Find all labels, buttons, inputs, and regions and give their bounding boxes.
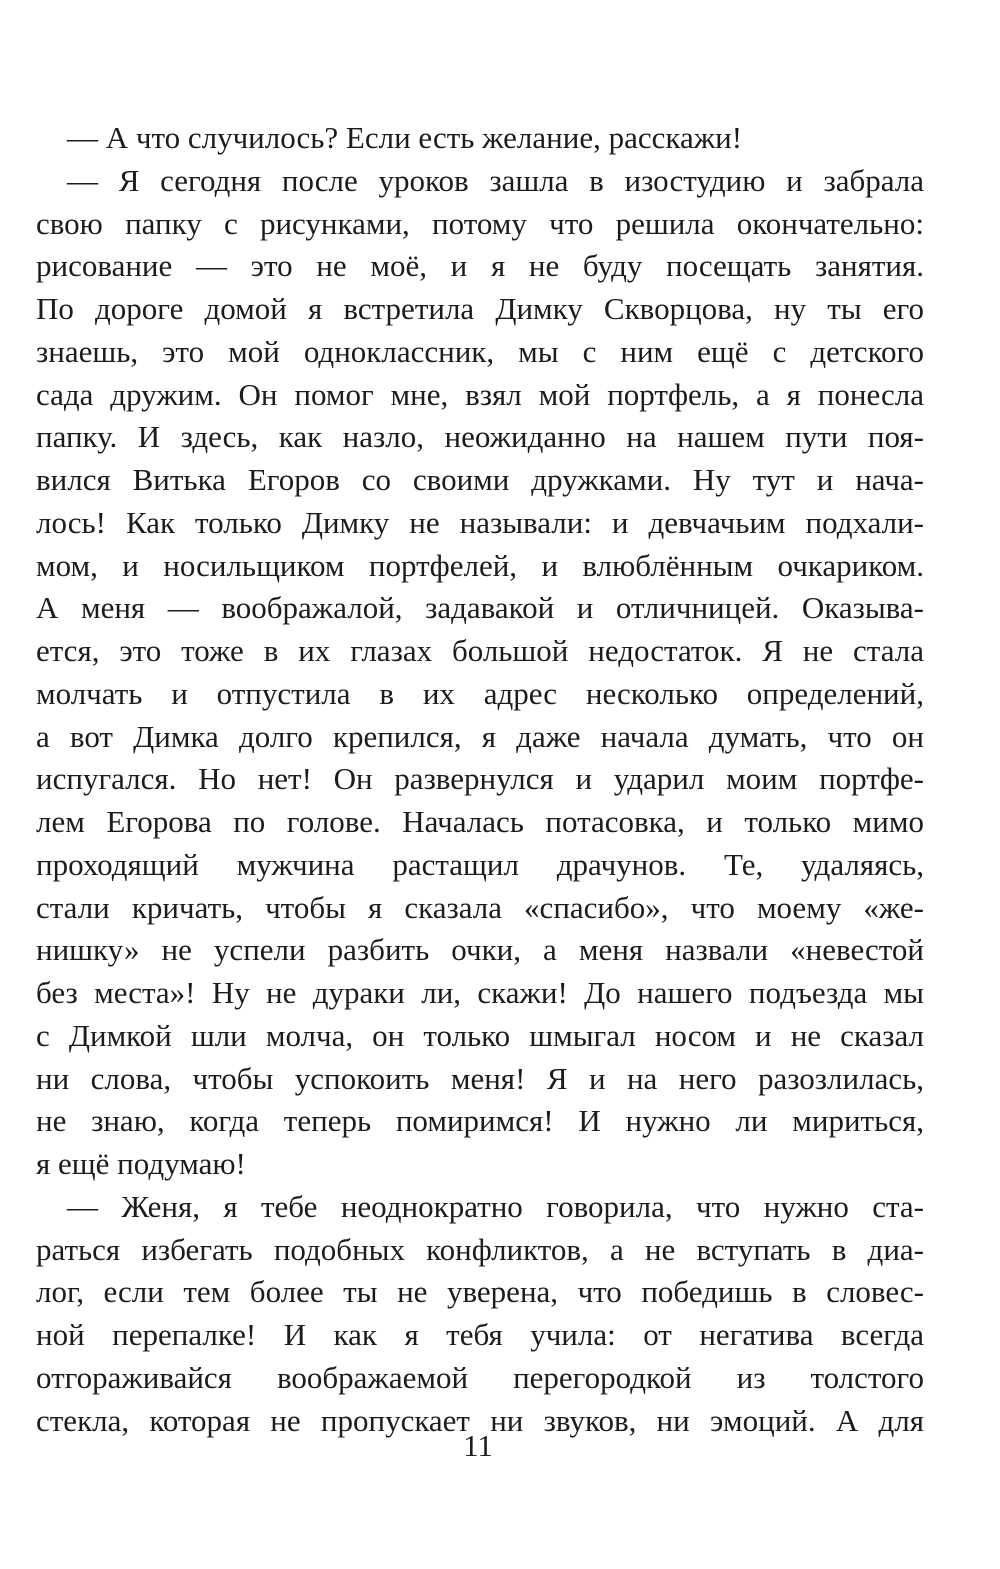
- text-line: молчать и отпустила в их адрес несколько определений,: [36, 675, 924, 711]
- text-line: папку. И здесь, как назло, неожиданно на нашем пути поя-: [36, 419, 924, 455]
- text-line: — Женя, я тебе неоднократно говорила, что нужно ста-: [67, 1188, 924, 1224]
- text-line: нишку» не успели разбить очки, а меня назвали «невестой: [36, 932, 924, 968]
- text-line: не знаю, когда теперь помиримся! И нужно ли мириться,: [36, 1103, 924, 1139]
- page-body: [36, 117, 924, 1442]
- text-line: стали кричать, чтобы я сказала «спасибо», что моему «же-: [36, 889, 924, 925]
- text-line: лось! Как только Димку не называли: и девчачьим подхали-: [36, 504, 924, 540]
- text-line: — Я сегодня после уроков зашла в изостудию и забрала: [67, 162, 924, 198]
- text-line: вился Витька Егоров со своими дружками. Ну тут и нача-: [36, 462, 924, 497]
- text-line: стекла, которая не пропускает ни звуков, ни эмоций. А для: [36, 1402, 924, 1438]
- text-line: лем Егорова по голове. Началась потасовка, и только мимо: [36, 804, 924, 839]
- text-line: А меня — воображалой, задавакой и отличницей. Оказыва-: [36, 590, 924, 626]
- text-line: знаешь, это мой одноклассник, мы с ним ещё с детского: [36, 333, 924, 369]
- text-line: — А что случилось? Если есть желание, расскажи!: [67, 120, 743, 155]
- text-line: ни слова, чтобы успокоить меня! Я и на него разозлилась,: [36, 1060, 924, 1096]
- text-line: лог, если тем более ты не уверена, что победишь в словес-: [36, 1274, 924, 1310]
- text-line: сада дружим. Он помог мне, взял мой портфель, а я понесла: [36, 376, 924, 412]
- text-line: отгораживайся воображаемой перегородкой из толстого: [36, 1359, 924, 1395]
- text-line: рисование — это не моё, и я не буду посещать занятия.: [36, 248, 924, 284]
- text-line: с Димкой шли молча, он только шмыгал носом и не сказал: [36, 1017, 924, 1053]
- text-line: ной перепалке! И как я тебя учила: от негатива всегда: [36, 1317, 924, 1352]
- text-line: а вот Димка долго крепился, я даже начала думать, что он: [36, 718, 924, 754]
- text-line: я ещё подумаю!: [36, 1146, 246, 1181]
- text-line: ется, это тоже в их глазах большой недостаток. Я не стала: [36, 633, 924, 668]
- text-line: По дороге домой я встретила Димку Скворцова, ну ты его: [36, 291, 924, 326]
- text-line: без места»! Ну не дураки ли, скажи! До нашего подъезда мы: [36, 975, 924, 1010]
- text-line: раться избегать подобных конфликтов, а не вступать в диа-: [36, 1231, 924, 1267]
- text-line: проходящий мужчина растащил драчунов. Те, удаляясь,: [36, 846, 924, 882]
- text-line: испугался. Но нет! Он развернулся и ударил моим портфе-: [36, 761, 924, 797]
- text-line: свою папку с рисунками, потому что решила окончательно:: [36, 205, 924, 241]
- page-number: 11: [463, 1428, 493, 1463]
- text-line: мом, и носильщиком портфелей, и влюблённым очкариком.: [36, 547, 924, 583]
